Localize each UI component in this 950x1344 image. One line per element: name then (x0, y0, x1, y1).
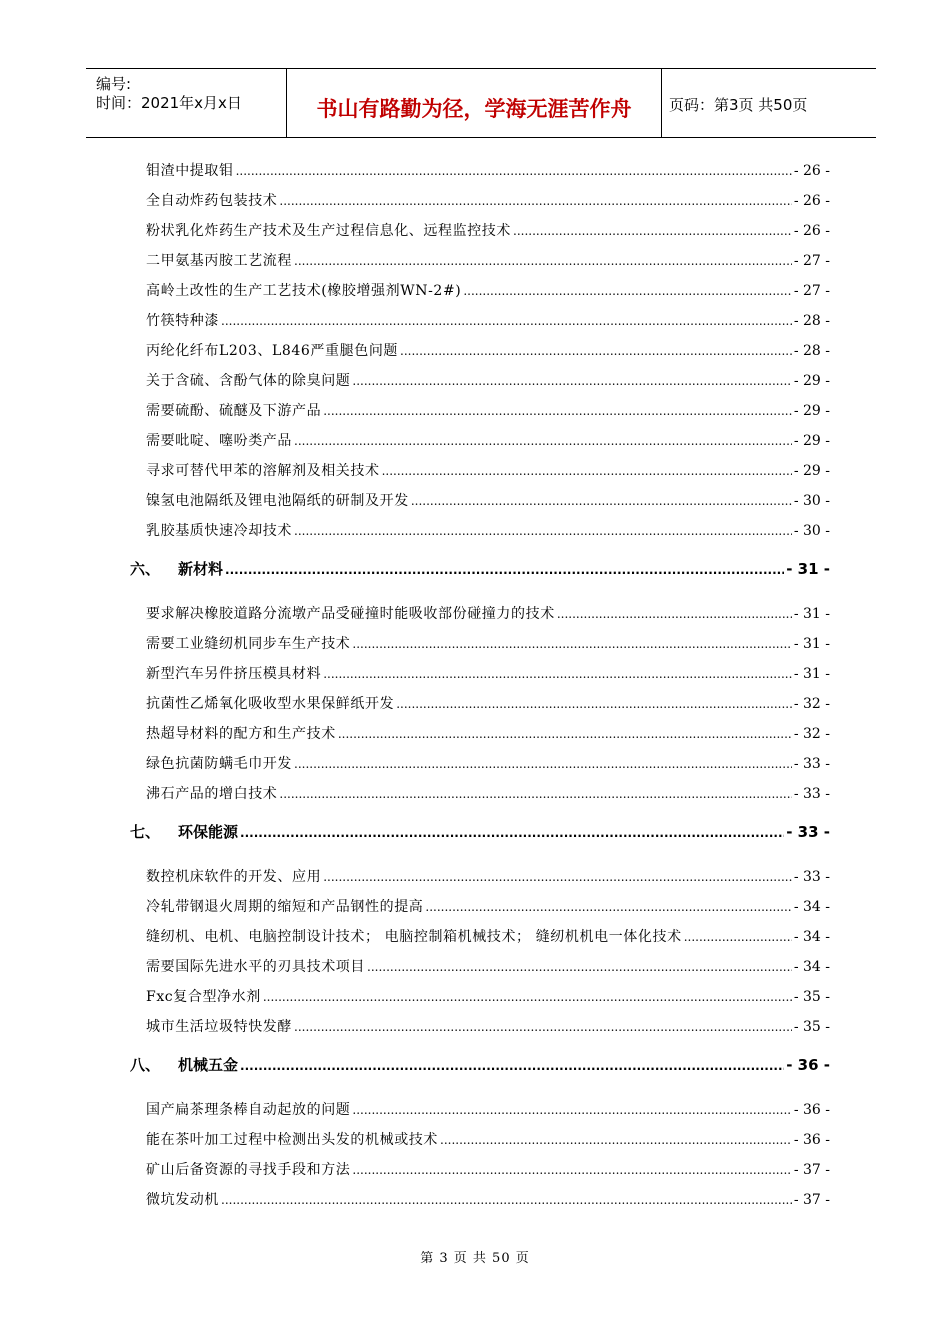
toc-page-number: - 31 - (793, 666, 830, 682)
toc-entry[interactable] (146, 956, 830, 976)
time-label: 时间：2021年x月x日 (96, 94, 242, 112)
toc-page-number: - 36 - (793, 1132, 830, 1148)
toc-entry[interactable] (146, 340, 830, 360)
toc-page-number: - 29 - (793, 373, 830, 389)
toc-entry[interactable] (146, 603, 830, 623)
toc-entry-title: 需要硫酚、硫醚及下游产品 (146, 403, 322, 419)
toc-dot-leader (557, 607, 792, 621)
toc-entry-title: 二甲氨基丙胺工艺流程 (146, 253, 292, 269)
toc-dot-leader (323, 667, 792, 681)
toc-page-number: - 28 - (793, 313, 830, 329)
toc-entry[interactable] (146, 1129, 830, 1149)
toc-page-number: - 26 - (793, 223, 830, 239)
toc-dot-leader (221, 314, 792, 328)
toc-entry[interactable] (146, 723, 830, 743)
toc-entry[interactable] (146, 490, 830, 510)
toc-entry-title: 需要工业缝纫机同步车生产技术 (146, 636, 351, 652)
toc-dot-leader (684, 930, 792, 944)
toc-dot-leader (352, 374, 791, 388)
toc-page-number: - 37 - (793, 1192, 830, 1208)
toc-entry[interactable] (146, 1099, 830, 1119)
toc-dot-leader (225, 563, 784, 577)
toc-page-number: - 31 - (793, 636, 830, 652)
toc-entry-title: 环保能源 (178, 823, 239, 841)
toc-page-number: - 31 - (793, 606, 830, 622)
toc-dot-leader (294, 757, 792, 771)
toc-dot-leader (338, 727, 792, 741)
toc-dot-leader (367, 960, 792, 974)
toc-entry[interactable] (146, 370, 830, 390)
toc-section-entry[interactable] (130, 558, 830, 579)
toc-page-number: - 34 - (793, 899, 830, 915)
toc-entry[interactable] (146, 220, 830, 240)
toc-entry-title: 城市生活垃圾特快发酵 (146, 1019, 292, 1035)
toc-dot-leader (240, 1059, 784, 1073)
toc-entry-title: 缝纫机、电机、电脑控制设计技术； 电脑控制箱机械技术； 缝纫机机电一体化技术 (146, 929, 682, 945)
serial-label: 编号: (96, 75, 132, 93)
toc-section-number: 六、 (130, 560, 161, 578)
toc-section-number: 八、 (130, 1056, 161, 1074)
toc-dot-leader (236, 164, 792, 178)
toc-page-number: - 29 - (793, 403, 830, 419)
toc-entry-title: 数控机床软件的开发、应用 (146, 869, 322, 885)
toc-dot-leader (396, 697, 792, 711)
toc-entry-title: 要求解决橡胶道路分流墩产品受碰撞时能吸收部份碰撞力的技术 (146, 606, 555, 622)
toc-dot-leader (221, 1193, 792, 1207)
toc-page-number: - 35 - (793, 1019, 830, 1035)
toc-page-number: - 30 - (793, 493, 830, 509)
toc-dot-leader (352, 1163, 791, 1177)
toc-entry[interactable] (146, 160, 830, 180)
toc-page-number: - 36 - (793, 1102, 830, 1118)
toc-entry[interactable] (146, 753, 830, 773)
toc-entry[interactable] (146, 460, 830, 480)
toc-page-number: - 33 - (793, 756, 830, 772)
toc-section-number: 七、 (130, 823, 161, 841)
toc-entry-title: 关于含硫、含酚气体的除臭问题 (146, 373, 351, 389)
toc-dot-leader (294, 254, 792, 268)
toc-entry[interactable] (146, 280, 830, 300)
toc-entry-title: 沸石产品的增白技术 (146, 786, 278, 802)
toc-entry-title: 高岭土改性的生产工艺技术(橡胶增强剂WN-2#) (146, 283, 462, 299)
toc-page-number: - 27 - (793, 283, 830, 299)
toc-page-number: - 27 - (793, 253, 830, 269)
toc-page-number: - 26 - (793, 193, 830, 209)
toc-entry-title: 绿色抗菌防螨毛巾开发 (146, 756, 292, 772)
toc-entry[interactable] (146, 250, 830, 270)
toc-entry-title: 需要国际先进水平的刃具技术项目 (146, 959, 365, 975)
toc-dot-leader (352, 637, 791, 651)
toc-dot-leader (382, 464, 792, 478)
toc-dot-leader (425, 900, 791, 914)
toc-section-entry[interactable] (130, 821, 830, 842)
toc-entry-title: 镍氢电池隔纸及锂电池隔纸的研制及开发 (146, 493, 409, 509)
toc-page-number: - 34 - (793, 959, 830, 975)
toc-dot-leader (263, 990, 792, 1004)
toc-entry-title: 竹筷特种漆 (146, 313, 219, 329)
toc-page-number: - 29 - (793, 433, 830, 449)
toc-page-number: - 31 - (786, 560, 830, 578)
toc-page-number: - 30 - (793, 523, 830, 539)
toc-dot-leader (240, 826, 784, 840)
toc-page-number: - 32 - (793, 696, 830, 712)
toc-dot-leader (294, 1020, 792, 1034)
page-footer: 第 3 页 共 50 页 (420, 1251, 530, 1266)
toc-page-number: - 33 - (793, 869, 830, 885)
toc-page-number: - 34 - (793, 929, 830, 945)
toc-entry-title: 乳胶基质快速冷却技术 (146, 523, 292, 539)
toc-entry-title: 机械五金 (178, 1056, 239, 1074)
toc-page-number: - 37 - (793, 1162, 830, 1178)
toc-dot-leader (323, 870, 792, 884)
toc-entry-title: Fxc复合型净水剂 (146, 989, 261, 1005)
toc-entry-title: 全自动炸药包装技术 (146, 193, 278, 209)
toc-dot-leader (400, 344, 792, 358)
toc-dot-leader (323, 404, 792, 418)
toc-entry[interactable] (146, 400, 830, 420)
toc-entry-title: 国产扁茶理条棒自动起放的问题 (146, 1102, 351, 1118)
toc-entry[interactable] (146, 1159, 830, 1179)
toc-entry[interactable] (146, 693, 830, 713)
toc-entry[interactable] (146, 783, 830, 803)
toc-entry[interactable] (146, 520, 830, 540)
toc-entry[interactable] (146, 633, 830, 653)
toc-entry-title: 粉状乳化炸药生产技术及生产过程信息化、远程监控技术 (146, 223, 511, 239)
motto-text: 书山有路勤为径，学海无涯苦作舟 (316, 97, 632, 121)
toc-entry-title: 矿山后备资源的寻找手段和方法 (146, 1162, 351, 1178)
toc-page-number: - 35 - (793, 989, 830, 1005)
toc-entry-title: 新材料 (178, 560, 224, 578)
toc-dot-leader (294, 434, 792, 448)
toc-page-number: - 28 - (793, 343, 830, 359)
toc-entry[interactable] (146, 310, 830, 330)
toc-dot-leader (279, 787, 791, 801)
toc-entry-title: 能在茶叶加工过程中检测出头发的机械或技术 (146, 1132, 438, 1148)
toc-entry-title: 寻求可替代甲苯的溶解剂及相关技术 (146, 463, 380, 479)
toc-entry[interactable] (146, 430, 830, 450)
toc-entry[interactable] (146, 986, 830, 1006)
toc-entry-title: 抗菌性乙烯氧化吸收型水果保鲜纸开发 (146, 696, 395, 712)
toc-dot-leader (279, 194, 791, 208)
toc-entry-title: 需要吡啶、噻吩类产品 (146, 433, 292, 449)
toc-dot-leader (463, 284, 791, 298)
toc-entry-title: 新型汽车另件挤压模具材料 (146, 666, 322, 682)
toc-entry[interactable] (146, 1189, 830, 1209)
toc-page-number: - 26 - (793, 163, 830, 179)
toc-dot-leader (513, 224, 792, 238)
toc-entry[interactable] (146, 663, 830, 683)
toc-entry-title: 钼渣中提取钼 (146, 163, 234, 179)
toc-page-number: - 29 - (793, 463, 830, 479)
toc-entry[interactable] (146, 190, 830, 210)
toc-entry-title: 丙纶化纤布L203、L846严重腿色问题 (146, 343, 399, 359)
page-code: 页码：第3页 共50页 (669, 96, 808, 114)
toc-dot-leader (352, 1103, 791, 1117)
toc-page-number: - 33 - (786, 823, 830, 841)
toc-dot-leader (440, 1133, 792, 1147)
toc-dot-leader (411, 494, 792, 508)
toc-entry-title: 微坑发动机 (146, 1192, 219, 1208)
toc-page-number: - 36 - (786, 1056, 830, 1074)
toc-entry[interactable] (146, 1016, 830, 1036)
toc-entry[interactable] (146, 926, 830, 946)
toc-entry[interactable] (146, 866, 830, 886)
toc-section-entry[interactable] (130, 1054, 830, 1075)
toc-entry-title: 冷轧带钢退火周期的缩短和产品钢性的提高 (146, 899, 424, 915)
toc-dot-leader (294, 524, 792, 538)
toc-page-number: - 33 - (793, 786, 830, 802)
toc-entry-title: 热超导材料的配方和生产技术 (146, 726, 336, 742)
toc-page-number: - 32 - (793, 726, 830, 742)
toc-entry[interactable] (146, 896, 830, 916)
